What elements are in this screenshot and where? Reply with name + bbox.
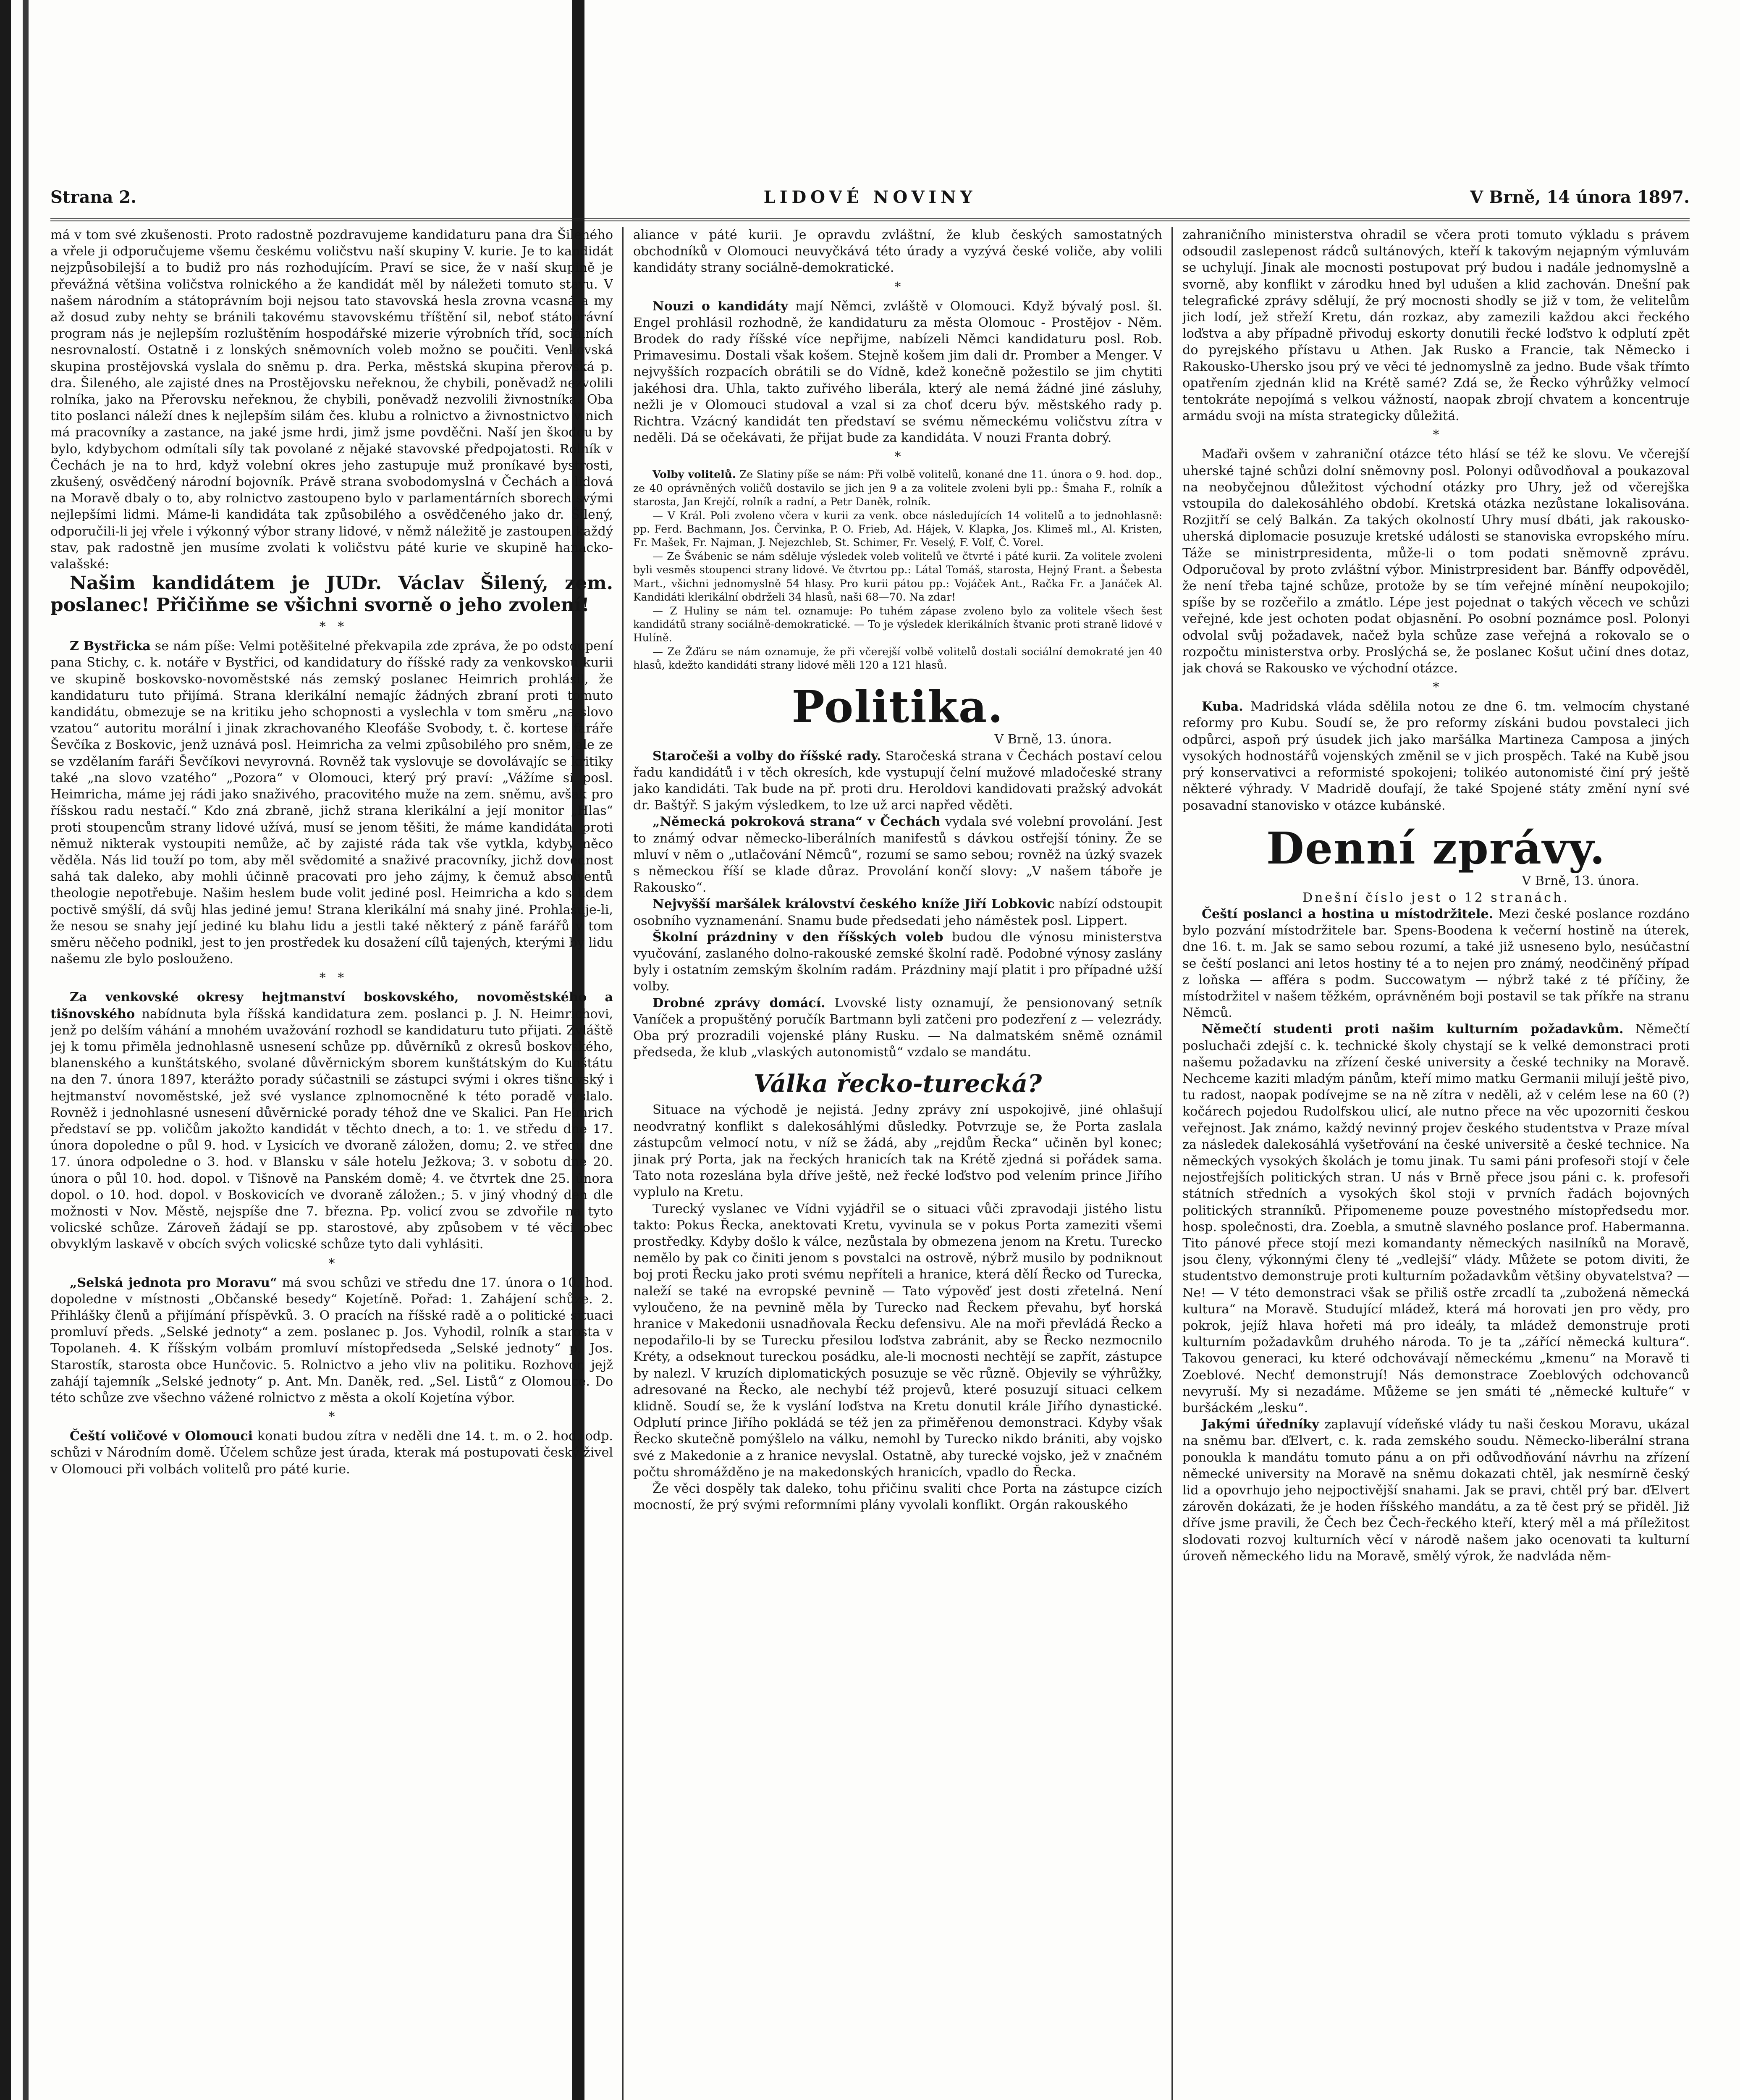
article-text: Mezi české poslance rozdáno bylo pozvání místodržitele bar. Spens-Boodena k večerní hostině na úterek, dne 16. t. m. Jak se samo sebou rozumí, a také již usneseno bylo, nesúčastní se čeští poslanci ani letos hostiny té a to nejen pro známý, neodčiněný případ z loňska — afféra s podm. Succowatym — nýbrž také z té příčiny, že místodržitel v našem těžkém, oprávněném boji postavil se tak příkře na stranu Němců. [1182,906,1690,1021]
article-text: — Ze Žďáru se nám oznamuje, že při včerejší volbě volitelů dostali sociální demokraté jen 40 hlasů, kdežto kandidáti strany lidové měli 120 a 121 hlasů. [633,645,1162,672]
column-1 [50,227,613,2100]
column-3 [1182,227,1690,2100]
separator: * [328,1410,335,1425]
article-heading: Školní prázdniny v den říšských voleb [652,929,943,945]
scan-edge-left-inner [23,0,29,2100]
column-rule [1171,227,1173,2100]
article-heading: Staročeši a volby do říšské rady. [652,748,881,764]
article-text: — V Král. Poli zvoleno včera v kurii za venk. obce následujících 14 volitelů a to jednohlasně: pp. Ferd. Bachmann, Jos. Červinka, P. O. Frieb, Ad. Hájek, V. Klapka, Jos. Klimeš ml., Al. Kristen, Fr. Mašek, Fr. Najman, J. Nejezchleb, St. Schimer, Fr. Veselý, F. Volf, Č. Vorel. [633,509,1162,549]
column-2 [633,227,1162,2100]
article-text: Staročeská strana v Čechách postaví celou řadu kandidátů i v těch okresích, kde vystupují čelní mužové mladočeské strany jako kandidáti. Tak bude na př. proti dru. Heroldovi kandidovati pražský advokát dr. Baštýř. S jakým výsledkem, to lze už arci napřed věděti. [633,748,1162,813]
issue-date: V Brně, 14 února 1897. [1470,187,1690,207]
column-rule [622,227,624,2100]
article-text: má v tom své zkušenosti. Proto radostně pozdravujeme kandidaturu pana dra Šileného a vřele ji odporučujeme všemu českému voličstvu naší skupiny V. kurie. Je to kandidát nejzpůsobilejší a to budiž pro nás rozhodujícím. Praví se sice, že v naší skupině je převážná většina voličstva rolnického a že kandidát měl by náležeti tomuto stavu. V našem národním a státoprávním boji nejsou tato stavovská hesla zrovna vcasná a my až dosud zuby nehty se bránili takovému stavovskému tříštění sil, neboť státoprávní program nás je nejlepším rozluštěním hospodářské mizerie výrobních tříd, sociálních nesrovnalostí. Ostatně i z lonských sněmovních voleb možno se poučiti. Venkovská skupina prostějovská vyslala do sněmu p. dra. Perka, městská skupina přerovská p. dra. Šileného, ale zajisté dnes na Prostějovsku neřeknou, že chybili, poněvadž nezvolili rolníka, jako na Přerovsku neřeknou, že chybili, poněvadž nezvolili živnostníka. Oba tito poslanci náleží dnes k nejlepším silám čes. klubu a rolnictvo a živnostnictvo v nich má pracovníky a zastance, na jaké jsme hrdi, jimž jsme povděčni. Naší jen škodou by bylo, kdybychom odmítali síly tak povolané z nějaké stavovské předpojatosti. Rolník v Čechách je na to hrd, když volební okres jeho zastupuje muž proníkavé bystrosti, zkušený, osvědčený národní bojovník. Právě strana svobodomyslná v Čechách a lidová na Moravě dbaly o to, aby rolnictvo zastoupeno bylo v parlamentárních sborech svými nejlepšími lidmi. Máme-li kandidáta tak způsobilého a osvědčeného jako dr. Šilený, odporučili-li jej vřele i výkonný výbor strany lidové, v němž náležitě je zastoupen každý stav, pak radostně jen musíme zvolati k voličstvu páté kurie ve skupině hanácko-valašské: [50,228,613,572]
article-text: se nám píše: Velmi potěšitelné překvapila zde zpráva, že po odstoupení pana Stichy, c. k. notáře v Bystřici, od kandidatury do říšské rady za venkovskou kurii ve skupině boskovsko-novoměstské nás zemský poslanec Heimrich prohlásil, že kandidaturu tuto přijímá. Strana klerikální nemajíc žádných zbraní proti tomuto kandidátu, obmezuje se na kritiku jeho schopnosti a vyslechla v tom směru „na slovo vzatou“ autoritu morální i jinak zkrachovaného Kleofáše Svobody, t. č. kortese faráře Ševčíka z Boskovic, jenž uznává posl. Heimricha za velmi způsobilého pro sněm, ale ze se vzdělaním faráři Ševčíkovi nevyrovná. Rovněž tak vyslovuje se dovolávajíc se kritiky také „na slovo vzatého“ „Pozora“ v Olomouci, který prý praví: „Vážíme si posl. Heimricha, máme jej rádi jako snaživého, pracovitého muže na zem. sněmu, avšak pro říšskou radu nestačí.“ Kdo zná zbraně, jichž strana klerikální a její monitor „Hlas“ proti stoupencům strany lidové užívá, musí se jenom těšiti, že máme kandidáta, proti němuž nikterak vystoupiti nemůže, ač by zajisté ráda tak vše vytkla, kdyby něco věděla. Nás lid touží po tom, aby měl svědomité a snaživé pracovníky, jichž dovednost sahá tak daleko, aby mohli účinně pracovati pro jeho zájmy, k čemuž absolventů theologie nepotřebuje. Našim heslem bude volit jediné posl. Heimricha a kdo s lidem poctivě smýšlí, dá svůj hlas jediné jemu! Strana klerikální má snahy jiné. Prohlašuje-li, že nesou se snahy její jediné ku blahu lidu a jestli také některý z páně farářů v tom směru něčeho podnikl, jest to jen prostředek ku dosažení cílů tajených, kterými by lidu našemu zle bylo poslouženo. [50,639,613,967]
article-title-valka: Válka řecko-turecká? [753,1069,1042,1098]
article-text: mají Němci, zvláště v Olomouci. Když bývalý posl. šl. Engel prohlásil rozhodně, že kandidaturu za města Olomouc - Prostějov - Něm. Brodek do rady říšské více nepřijme, nabízeli Němci kandidaturu posl. Rob. Primavesimu. Dostali však košem. Stejně košem jim dali dr. Promber a Menger. V nejvyšších rozpacích obrátili se do Vídně, kdež konečně požestilo se jim chytiti jakéhosi dra. Uhla, takto zuřivého liberála, který ale nemá žádné jiné zásluhy, nežli je v Olomouci studoval a vzal si za choť dceru býv. městského rady p. Richtra. Vzácný kandidát ten představí se svému německému voličstvu zítra v neděli. Dá se očekávati, že přijat bude za kandidáta. V nouzi Franta dobrý. [633,299,1162,446]
article-text: Že věci dospěly tak daleko, tohu přičinu svaliti chce Porta na zástupce cizích mocností, že prý svými reformními plány vyvolali konflikt. Orgán rakouského [633,1481,1162,1513]
article-heading: Čeští voličové v Olomouci [70,1429,253,1444]
article-text: Němečtí posluchači zdejší c. k. technické školy chystají se k velké demonstraci proti našemu požadavku na zřízení české university a české techniky na Moravě. Nechceme kaziti mladým pánům, kteří mimo matku Germanii milují ještě pivo, tu radost, naopak podívejme se na ně zítra v neděli, až v celém lese na 60 (?) kočárech pojedou Rudolfskou ulicí, ale nutno přece na věc upozorniti českou veřejnost. Jak známo, každý nevinný projev českého studentstva v Praze míval za následek dalekosáhlá vyšetřování na české universitě a české technice. Na německých vysokých školách je tomu jinak. Tu sami páni profesoři stojí v čele nejostřejších politických stran. U nás v Brně přece jsou páni c. k. profesoři státních středních a vysokých škol stoji v prvních řadách bojovných politických stranníků. Připomeneme pouze povestného místopředsedu mor. hosp. společnosti, dra. Zoebla, a smutně slavného poslance prof. Habermanna. Tito pánové přece stojí mezi komandanty německých nasilníků na Moravě, jsou členy, výkonnými členy té „vedlejší“ vlády. Můžete se potom diviti, že studentstvo demonstruje proti kulturním požadavkům většiny obyvatelstva? — Ne! — V této demonstraci však se přiliš ostře zrcadlí ta „zubožená německá kultura“ na Moravě. Studující mládež, která má horovati jen pro vědy, pro pokrok, jejíž hlava hořeti má pro ideály, ta mládež demonstruje proti kulturním požadavkům druhého národa. To je ta „zářící německá kultura“. Takovou generaci, ku které odchovávají německému „kmenu“ na Moravě ti Zoeblové. Nechť demonstrují! Nás demonstrace Zoeblových odchovanců nevyruší. My si nezadáme. Můžeme se jen smáti té „německé kultuře“ v buršáckém „lesku“. [1182,1022,1690,1415]
article-heading: Jakými úředníky [1202,1417,1319,1432]
election-slogan: Našim kandidátem je JUDr. Václav Šilený, zem. poslanec! Přičiňme se všichni svorně o jeho zvolení! [50,572,613,616]
article-text: — Z Huliny se nám tel. oznamuje: Po tuhém zápase zvoleno bylo za volitele všech šest kandidátů strany sociálně-demokratické. — To je výsledek klerikálních štvanic proti straně lidové v Hulíně. [633,604,1162,644]
article-heading: Čeští poslanci a hostina u místodržitele. [1202,906,1494,921]
separator: * [1433,680,1439,695]
article-text: Lvovské listy oznamují, že pensionovaný setník Vaníček a propuštěný poručík Bartmann byli zatčeni pro podezření z — velezrády. Oba prý prozradili vojenské plány Rusku. — Na dalmatském sněmě oznámil předseda, že klub „vlaských autonomistů“ vzdalo se mandátu. [633,995,1162,1060]
section-dateline: V Brně, 13. února. [1522,873,1639,888]
masthead-title: LIDOVÉ NOVINY [763,187,977,207]
newspaper-page [50,227,1690,2100]
article-text: zaplavují vídeňské vlády tu naši českou Moravu, ukázal na sněmu bar. ďElvert, c. k. rada zemského soudu. Německo-liberální strana ponoukla k mandátu tomuto pánu a on při odůvodňování návrhu na zřízení německé university na Moravě na sněmu dokazati chtěl, jak nesmírně český lid a opovrhujo jeho nejpoctivější snahami. Jak se pravi, chtěl prý bar. ďElvert zárověn dokázati, že je hoden říšského mandátu, a za tě čest prý se přiděl. Již dříve jsme pravili, že Čech bez Čech-řeckého kteří, který měl a má příležitost slodovati rozvoj kulturních věcí v národě našem jako ocenovati ta kulturní úroveň německého lidu na Moravě, smělý výrok, že nadvláda něm- [1182,1417,1690,1564]
article-heading: Kuba. [1202,699,1243,714]
article-text: nabízí odstoupit osobního vyznamenání. Snamu bude předsedati jeho náměstek posl. Lippert. [633,897,1162,928]
page-header [50,185,1690,221]
separator: * [328,1256,335,1271]
separator: * [894,279,901,294]
separator: * * [319,971,344,986]
article-text: aliance v páté kurii. Je opravdu zvláštní, že klub českých samostatných obchodníků v Olomouci neuvyčkává této úrady a vyzývá české voliče, aby volili kandidáty strany sociálně-demokratické. [633,228,1162,276]
article-text: má svou schůzi ve středu dne 17. února o 10. hod. dopoledne v místnosti „Občanské besedy“ Kojetíně. Pořad: 1. Zahájení schůze. 2. Přihlášky členů a přijímání příspěvků. 3. O pracích na říšské radě a o politické situaci promluví předs. „Selské jednoty“ a zem. poslanec p. Jos. Vyhodil, rolník a starosta v Topolaneh. 4. K říšským volbám promluví místopředseda „Selské jednoty“ p. Jos. Starostík, starosta obce Hunčovic. 5. Rolnictvo a jeho vliv na politiku. Rozhovor, jejž zahájí tajemník „Selské jednoty“ p. Ant. Mn. Daněk, red. „Sel. Listů“ z Olomouce. Do této schůze zve všechno vážené rolnictvo z města a okolí Kojetína výbor. [50,1275,613,1405]
article-heading: Němečtí studenti proti našim kulturním požadavkům. [1202,1022,1624,1037]
article-text: Madridská vláda sdělila notou ze dne 6. tm. velmocím chystané reformy pro Kubu. Soudí se, že pro reformy získáni budou povstaleci jich odpůrci, aspoň prý úsudek jich jako maršálka Martineza Camposa a jiných vysokých hodnostářů vojenských změnil se v jich prospěch. Také na Kubě jsou prý konservativci a reformisté spokojeni; tolikéo autonomisté činí prý ještě některé výhrady. V Madridě doufají, že také Spojené státy změní nyní své posavadní stanovisko v otázce kubánské. [1182,699,1690,813]
article-text: konati budou zítra v neděli dne 14. t. m. o 2. hod. odp. schůzi v Národním domě. Účelem schůze jest úrada, kterak má postupovati český živel v Olomouci při volbách volitelů pro páté kurie. [50,1429,613,1477]
article-heading: Za venkovské okresy hejtmanství boskovského, novoměstského a tišnovského [50,990,613,1021]
article-heading: Volby volitelů. [652,468,736,481]
scan-edge-left [0,0,11,2100]
section-title-denni-zpravy: Denní zprávy. [1266,822,1606,874]
article-text: Turecký vyslanec ve Vídni vyjádřil se o situaci vůči zpravodaji jistého listu takto: Pokus Řecka, anektovati Kretu, vyvinula se v pokus Porta zameziti všemi prostředky. Kdyby došlo k válce, nezůstala by obmezena jenom na Kretu. Turecko nemělo by pak co činiti jenom s povstalci na ostrově, nýbrž musilo by podniknout boj proti Řecku jako proti svému nepříteli a hranice, která dělí Řecko od Turecka, naleží se také na evropské pevnině — Tato výpověď jest dosti zřetelná. Není vyloučeno, že na pevnině měla by Turecko nad Řeckem převahu, byť horská hranice v Makedonii usnadňovala Řecku defensivu. Ale na moři převládá Řecko a nepodařilo-li by se Turecku přesilou loďstva zabránit, aby se Řecko nezmocnilo Kréty, a odseknout tureckou posádku, ale-li mocnosti nechtějí se zapřít, zástupce by nalezl. V kruzích diplomatických posuzuje se věc různě. Objevily se výhrůžky, adresované na Řecko, ale nechybí též projevů, které posuzují situaci celkem klidně. Soudí se, že k vyslání loďstva na Kretu donutil krále Jiřího dynastické. Odplutí prince Jiřího pokládá se též jen za přiměřenou demonstraci. Kdyby však Řecko skutečně pomýšlelo na válku, nemohl by Turecko nikdo brániti, aby vojsko své z Makedonie a z hranice nevyslal. Ostatně, aby turecké vojsko, jež v značném počtu shromážděno je na makedonských hranicích, vpadlo do Řecka. [633,1201,1162,1480]
separator: * * [319,620,344,635]
article-heading: Nejvyšší maršálek království českého kníže Jiří Lobkovic [652,897,1055,912]
article-heading: „Selská jednota pro Moravu“ [70,1275,278,1290]
article-text: zahraničního ministerstva ohradil se včera proti tomuto výkladu s právem odsoudil zaslepenost rádců sultánových, kteří k takovým nejapným výmluvám se uchylují. Jinak ale mocnosti postupovat prý budou i nadále jednomyslně a svorně, aby konflikt v zárodku hned byl udušen a klid zachován. Dnešní pak telegrafické zprávy sdělují, že prý mocnosti shodly se již v tom, že velitelům jich lodí, jež střeží Kretu, dán rozkaz, aby zamezili každou akci řeckého loďstva a aby případně přivoduj eskorty donutili řecké loďstvo k odplutí zpět do pyrejského přístavu u Athen. Jak Rusko a Francie, tak Německo i Rakousko-Uhersko jsou prý ve věci té jednomyslně za jedno. Bude však třímto opatřením zjednán klid na Krétě samé? Zdá se, že Řecko výhrůžky velmocí tentokráte nepojímá s velkou vážností, naopak zbrojí chvatem a koncentruje armádu svoji na místa strategicky důležitá. [1182,228,1690,424]
article-text: budou dle výnosu ministerstva vyučování, zaslaného dolno-rakouské zemské školní radě. Podobné výnosy zaslány byly i ostatním zemským školním radám. Prázdniny mají platit i pro případné užší volby. [633,929,1162,994]
article-text: — Ze Švábenic se nám sděluje výsledek voleb volitelů ve čtvrté i páté kurii. Za volitele zvoleni byli vesměs stoupenci strany lidové. Ve čtvrtou pp.: Látal Tomáš, starosta, Hejný Frant. a Šebesta Mart., všichni jednomyslně 54 hlasy. Pro kurii pátou pp.: Vojáček Ant., Račka Fr. a Janáček Al. Kandidáti klerikální obdrželi 34 hlasů, naši 68—70. Na zdar! [633,550,1162,604]
article-text: Situace na východě je nejistá. Jedny zprávy zní uspokojivě, jiné ohlašují neodvratný konflikt s dalekosáhlými důsledky. Potvrzuje se, že Porta zaslala zástupcům velmocí notu, v níž se žádá, aby „rejdům Řecka“ učiněn byl konec; jinak prý Porta, jak na řeckých hranicích tak na Krétě zjedná si pořádek sama. Tato nota rozeslána byla dříve ještě, než řecké loďstvo pod velením prince Jiřího vyplulo na Kretu. [633,1102,1162,1200]
article-text: nabídnuta byla říšská kandidatura zem. poslanci p. J. N. Heimrichovi, jenž po delším váhání a mnohém uvažování rozhodl se kandidaturu tuto přijati. Zvláště jej k tomu přiměla jednohlasně usnesení schůze pp. důvěrníků z okresů boskovského, blanenského a kunštátského, svolané důvěrnickým sborem kunštátským do Kunštátu na den 7. února 1897, kterážto porady súčastnili se zástupci svými i okres tišnovský i hejtmanství novoměstské, jež své vyslance zplnomocněné k této poradě vyslalo. Rovněž i jednohlasné usnesení důvěrnické porady téhož dne ve Skalici. Pan Heimrich představí se pp. voličům jakožto kandidát v těchto dnech, a to: 1. ve středu dne 17. února dopoledne o půl 9. hod. v Lysicích ve dvoraně záložen, domu; 2. ve středu dne 17. února odpoledne o 3. hod. v Blansku v sále hotelu Ježkova; 3. v sobotu dne 20. února o půl 10. hod. dopol. v Tišnově na Panském domě; 4. ve čtvrtek dne 25. února dopol. o 10. hod. dopol. v Boskovicích ve dvoraně záložen.; 5. v jiný vhodný den dle možnosti v Nov. Městě, nejspíše dne 7. března. Pp. volicí zvou se zdvořile na tyto volicské schůze. Zároveň žádají se pp. starostové, aby způsobem v té věci obec obvyklým laskavě v obcích svých volicské schůze tyto dali vyhlásiti. [50,1006,613,1252]
section-dateline: V Brně, 13. února. [994,732,1112,747]
article-heading: Nouzi o kandidáty [652,299,788,314]
article-text: Ze Slatiny píše se nám: Při volbě volitelů, konané dne 11. února o 9. hod. dop., ze 40 oprávněných voličů dostavilo se jich jen 9 a za volitele zvoleni byli pp.: Šmaha F., rolník a starosta, Jan Krejčí, rolník a radní, a Petr Daněk, rolník. [633,468,1162,508]
section-title-politika: Politika. [791,680,1004,732]
article-text: vydala své volební provolání. Jest to známý odvar německo-liberálních manifestů s dávkou ostřejší tóniny. Že se mluví v něm o „utlačování Němců“, rozumí se samo sebou; rovněž na úzký svazek s německou říší se klade důraz. Provolání končí slovy: „V našem táboře je Rakousko“. [633,814,1162,895]
article-heading: „Německá pokroková strana“ v Čechách [652,814,941,830]
article-heading: Drobné zprávy domácí. [652,995,825,1011]
separator: * [894,449,901,465]
separator: * [1433,428,1439,443]
issue-pages-note: Dnešní číslo jest o 12 stranách. [1302,890,1570,905]
article-text: Maďaři ovšem v zahraniční otázce této hlásí se též ke slovu. Ve včerejší uherské tajné schůzi dolní sněmovny posl. Polonyi odůvodňoval a poukazoval na neobyčejnou důležitost východní otázky pro Uhry, jež od včerejška vstoupila do dalekosáhlého období. Kretská otázka nezůstane lokalisována. Rozjitří se celý Balkán. Za takých okolností Uhry musí dbáti, jak rakousko-uherská diplomacie posuzuje kretské události se stanoviska evropského míru. Táže se ministrpresidenta, může-li o tom podati sněmovně zprávu. Odporučoval by proto zvláštní výbor. Ministrpresident bar. Bánffy odpověděl, že není třeba tajné schůze, protože by se tím veřejné mínění neupokojilo; spíše by se rozčeřilo a zmátlo. Lépe jest pojednat o takých věcech ve schůzi veřejné, kde jest ochoten podat objasnění. Po osobní poznámce posl. Polonyi odvolal svůj požadavek, načež byla schůze zase veřejná a rokovalo se o rozpočtu ministerstva orby. Proslýchá se, že poslanec Košut učiní dnes dotaz, jak chová se Rakousko ve východní otázce. [1182,447,1690,676]
article-heading: Z Bystřicka [70,639,151,654]
page-number: Strana 2. [50,187,137,207]
